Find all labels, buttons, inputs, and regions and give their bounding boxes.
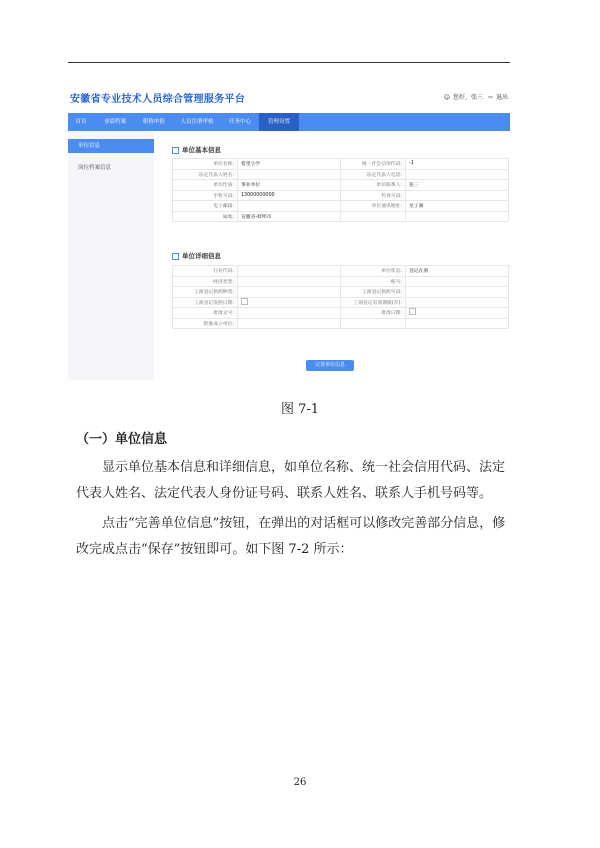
label: 统一社会信用代码:: [341, 159, 406, 170]
value: 事业单位: [238, 180, 341, 191]
label: 批准文号:: [173, 308, 238, 319]
value: [406, 297, 509, 308]
label: [341, 318, 406, 329]
user-icon: ☺: [443, 94, 451, 101]
calendar-icon[interactable]: [241, 298, 248, 305]
sidebar: [68, 131, 155, 380]
label: 经济类型:: [173, 276, 238, 287]
value: 龙子湖: [406, 201, 509, 212]
label: 批准日期:: [341, 308, 406, 319]
value: [238, 276, 341, 287]
value: 安徽省-蚌埠市: [238, 211, 341, 222]
table-row: [173, 266, 509, 277]
logout-link[interactable]: 退出: [495, 94, 508, 101]
label: 单位状态:: [341, 266, 406, 277]
user-area: [441, 92, 508, 101]
label: 属地:: [173, 211, 238, 222]
figure-caption: 图 7-1: [280, 402, 320, 417]
basic-info-table: [172, 158, 509, 222]
value: [238, 318, 341, 329]
value: [238, 308, 341, 319]
header-rule: [68, 62, 510, 63]
paragraph-1: 显示单位基本信息和详细信息，如单位名称、统一社会信用代码、法定代表人姓名、法定代表人身份证号码、联系人姓名、联系人手机号码等。: [76, 460, 506, 501]
value: 希望小学: [238, 159, 341, 170]
label: 单位名称:: [173, 159, 238, 170]
label: 工商登记发照日期:: [173, 297, 238, 308]
sidebar-item-unit-info[interactable]: 单位信息: [68, 139, 154, 153]
table-row: [173, 308, 509, 319]
value: [406, 287, 509, 298]
nav-tasks[interactable]: 任务中心: [228, 119, 251, 125]
logout-icon: ⇨: [487, 94, 493, 101]
value: [406, 276, 509, 287]
sidebar-item-post-archive[interactable]: 岗位档案信息: [78, 165, 112, 171]
section-icon: [172, 147, 179, 154]
table-row: [173, 211, 509, 222]
value: 张三: [406, 180, 509, 191]
nav-settings[interactable]: 管理设置: [259, 113, 299, 131]
value: 13000000000: [238, 190, 341, 201]
nav-home[interactable]: 首页: [75, 119, 87, 125]
label: 电子邮箱:: [173, 201, 238, 212]
basic-section-title: 单位基本信息: [172, 145, 221, 154]
table-row: [173, 169, 509, 180]
value: [406, 169, 509, 180]
nav-registration[interactable]: 人员注册审核: [180, 119, 214, 125]
label: 行业代码:: [173, 266, 238, 277]
label: 传真号码:: [341, 190, 406, 201]
table-row: [173, 318, 509, 329]
complete-unit-info-button[interactable]: 完善单位信息: [306, 360, 354, 371]
label: 账号:: [341, 276, 406, 287]
navbar: [68, 113, 510, 131]
value: [406, 308, 509, 319]
label: 法定代表人姓名:: [173, 169, 238, 180]
value: [238, 169, 341, 180]
main-panel: [154, 131, 510, 380]
table-row: [173, 201, 509, 212]
app-title: 安徽省专业技术人员综合管理服务平台: [70, 94, 246, 105]
label: 单位通讯地址:: [341, 201, 406, 212]
calendar-icon[interactable]: [409, 308, 416, 315]
value: -1: [406, 159, 509, 170]
table-row: [173, 190, 509, 201]
value: [406, 211, 509, 222]
label: 工商登记有效期限(年):: [341, 297, 406, 308]
label: 手机号码:: [173, 190, 238, 201]
value: [238, 287, 341, 298]
table-row: [173, 287, 509, 298]
table-row: [173, 297, 509, 308]
label: 批准成立单位:: [173, 318, 238, 329]
screenshot-figure: [68, 84, 510, 380]
section-icon: [172, 253, 179, 260]
paragraph-2: 点击“完善单位信息”按钮，在弹出的对话框可以修改完善部分信息，修改完成点击“保存”按钮即可。如下图 7-2 所示：: [76, 516, 506, 557]
table-row: [173, 159, 509, 170]
label: 法定代表人电话:: [341, 169, 406, 180]
detail-section-title: 单位详细信息: [172, 251, 221, 260]
greeting[interactable]: 您好，张三: [453, 94, 484, 101]
value: 登记在册: [406, 266, 509, 277]
label: 单位性质:: [173, 180, 238, 191]
detail-info-table: [172, 265, 509, 329]
label: [341, 211, 406, 222]
table-row: [173, 180, 509, 191]
value: [406, 318, 509, 329]
label: 工商登记执照号码:: [341, 287, 406, 298]
section-heading: （一）单位信息: [76, 432, 168, 447]
label: 工商登记执照种类:: [173, 287, 238, 298]
value: [406, 190, 509, 201]
page-number: 26: [293, 777, 307, 788]
table-row: [173, 276, 509, 287]
nav-title-apply[interactable]: 职称申报: [142, 119, 165, 125]
label: 单位联系人:: [341, 180, 406, 191]
nav-performance[interactable]: 业绩档案: [103, 119, 126, 125]
value: [238, 297, 341, 308]
value: [238, 201, 341, 212]
value: [238, 266, 341, 277]
